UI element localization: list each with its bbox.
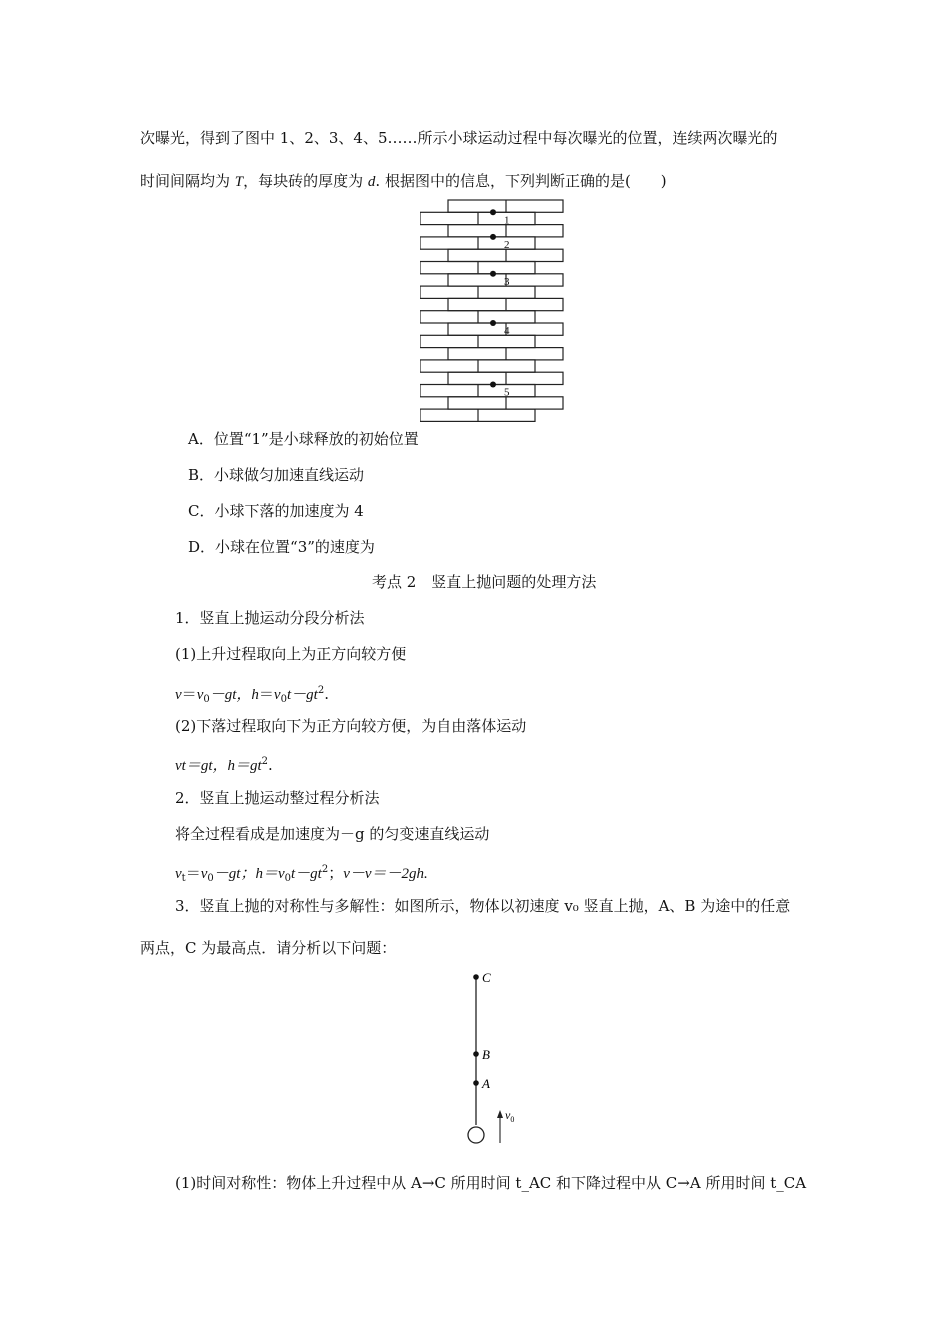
ball-label: 1 (504, 214, 510, 227)
ball-dot (490, 271, 496, 277)
item-1-2 (175, 715, 526, 737)
option-a (188, 428, 419, 450)
option-d-text: D．小球在位置“3”的速度为 (188, 538, 375, 556)
option-d (188, 536, 375, 558)
ball-label: 3 (504, 275, 510, 288)
item-3-text: 两点，C 为最高点．请分析以下问题： (140, 939, 397, 957)
f-end: . (268, 756, 273, 774)
point-a-dot (473, 1080, 479, 1086)
ball-dot (490, 209, 496, 215)
intro-line-1-text: 次曝光，得到了图中 1、2、3、4、5……所示小球运动过程中每次曝光的位置，连续两次曝光的 (140, 129, 778, 147)
f-sub: t (181, 873, 186, 884)
var-T: T (234, 174, 244, 190)
item-1 (175, 607, 365, 629)
intro-text: 时间间隔均为 (140, 172, 235, 190)
point-b-dot (473, 1051, 479, 1057)
last-line (175, 1172, 806, 1194)
f-var: h (251, 687, 259, 703)
formula-1 (175, 680, 329, 711)
f-term: v－v＝－2gh. (343, 866, 428, 882)
f-term: h＝gt (227, 758, 262, 774)
item-1-1-text: (1)上升过程取向上为正方向较方便 (175, 645, 407, 663)
item-2 (175, 787, 380, 809)
label-a: A (482, 1076, 490, 1091)
intro-line-2 (140, 170, 667, 193)
item-3-line-2 (140, 937, 396, 959)
item-1-text: 1．竖直上抛运动分段分析法 (175, 609, 365, 627)
f-term: －gt， (209, 687, 252, 703)
item-2-text: 2．竖直上抛运动整过程分析法 (175, 789, 380, 807)
f-var: v (175, 687, 182, 703)
intro-text: . 根据图中的信息，下列判断正确的是( ) (375, 172, 667, 190)
f-term: －gt； (213, 866, 256, 882)
label-b: B (482, 1047, 490, 1062)
ball-circle (468, 1127, 484, 1143)
vertical-throw-figure (455, 965, 535, 1150)
label-v0: $v_0$ (505, 1108, 515, 1124)
f-term: vt＝gt， (175, 758, 228, 774)
f-var: v (277, 866, 285, 882)
formula-3 (175, 859, 428, 890)
ball-label: 4 (504, 325, 510, 337)
f-sup: 2 (321, 864, 329, 875)
f-var: v (196, 687, 204, 703)
option-c-text: C．小球下落的加速度为 4 (188, 502, 364, 520)
intro-text: ，每块砖的厚度为 (243, 172, 368, 190)
f-end: . (324, 685, 329, 703)
f-sub: 0 (280, 694, 287, 705)
label-c: C (482, 970, 491, 985)
ball-dot (490, 320, 496, 326)
brick-wall-figure (420, 199, 566, 425)
f-sup: 2 (261, 756, 269, 767)
f-op: ＝ (185, 864, 201, 882)
section-title-text: 考点 2 竖直上抛问题的处理方法 (372, 573, 597, 591)
point-c-dot (473, 974, 479, 980)
f-op: ＝ (181, 685, 197, 703)
ball-label: 2 (504, 238, 510, 251)
f-var: v (175, 866, 182, 882)
f-sub: 0 (203, 694, 210, 705)
f-term: t－gt (286, 687, 318, 703)
f-op: ； (328, 864, 344, 882)
f-op: ＝ (258, 685, 274, 703)
brick-rows (420, 200, 563, 421)
item-1-2-text: (2)下落过程取向下为正方向较方便，为自由落体运动 (175, 717, 527, 735)
f-sub: 0 (284, 873, 291, 884)
last-line-text: (1)时间对称性：物体上升过程中从 A→C 所用时间 t_AC 和下降过程中从 C→A 所用时间 t_CA (175, 1174, 807, 1192)
item-3-text: 3．竖直上抛的对称性与多解性：如图所示，物体以初速度 v₀ 竖直上抛，A、B 为途中的任意 (175, 897, 791, 915)
item-1-1 (175, 643, 406, 665)
f-sup: 2 (317, 685, 325, 696)
formula-2 (175, 751, 273, 777)
f-term: t－gt (291, 866, 322, 882)
item-2-body: 将全过程看成是加速度为－g 的匀变速直线运动 (175, 825, 490, 843)
intro-line-1 (140, 127, 778, 149)
option-a-text: A．位置“1”是小球释放的初始位置 (188, 430, 419, 448)
section-title (372, 571, 596, 593)
var-d: d (367, 174, 376, 190)
item-2-text (175, 823, 489, 845)
f-var: v (200, 866, 208, 882)
f-var: v (273, 687, 281, 703)
ball-positions (490, 209, 510, 398)
f-term: h＝ (255, 866, 278, 882)
option-b-text: B．小球做匀加速直线运动 (188, 466, 365, 484)
ball-dot (490, 382, 496, 388)
option-b (188, 464, 364, 486)
item-3-line-1 (175, 895, 790, 917)
f-sub: 0 (207, 873, 214, 884)
ball-label: 5 (504, 386, 510, 399)
option-c (188, 500, 364, 522)
velocity-arrowhead (497, 1110, 503, 1118)
ball-dot (490, 234, 496, 240)
